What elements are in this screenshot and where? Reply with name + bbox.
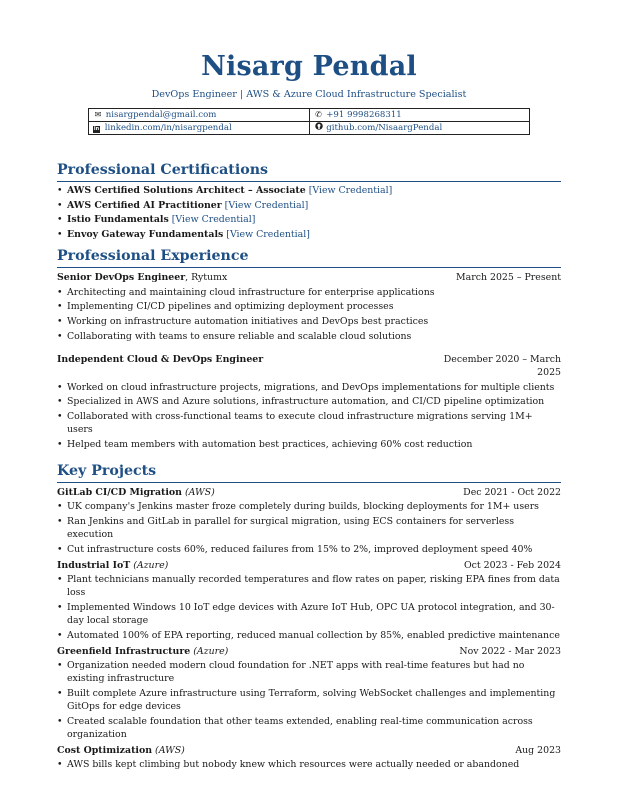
list-item <box>57 199 561 212</box>
project-cloud: (Azure) <box>193 645 229 657</box>
contact-linkedin-cell[interactable] <box>89 122 310 135</box>
cert-name: Istio Fundamentals <box>67 214 169 226</box>
list-item: • Collaborating with teams to ensure reliable and scalable cloud solutions <box>57 330 561 343</box>
project-header <box>57 645 561 658</box>
project-cloud: (Azure) <box>133 559 169 571</box>
list-item: • AWS bills kept climbing but nobody knew which resources were actually needed or abandoned <box>57 758 561 771</box>
project-cloud: (AWS) <box>155 744 185 756</box>
github-icon <box>314 122 324 133</box>
list-item <box>57 228 561 241</box>
list-item: • Worked on cloud infrastructure projects, migrations, and DevOps implementations for multiple clients <box>57 381 561 394</box>
project-bullets <box>57 573 561 641</box>
project-title: GitLab CI/CD Migration <box>57 486 182 498</box>
credential-link[interactable]: [View Credential] <box>224 199 309 211</box>
project-title: Industrial IoT <box>57 559 131 571</box>
project-header <box>57 486 561 499</box>
certifications-list <box>57 184 561 241</box>
contact-github-cell[interactable] <box>309 122 530 135</box>
cert-name: Envoy Gateway Fundamentals <box>67 229 224 241</box>
phone-icon: ✆ <box>315 110 322 119</box>
list-item: • Plant technicians manually recorded temperatures and flow rates on paper, risking EPA fines from data loss <box>57 573 561 599</box>
list-item: • Created scalable foundation that other teams extended, enabling real-time communication across organization <box>57 715 561 741</box>
list-item: • Built complete Azure infrastructure using Terraform, solving WebSocket challenges and implementing GitOps for edge devices <box>57 687 561 713</box>
candidate-subtitle: DevOps Engineer | AWS & Azure Cloud Infrastructure Specialist <box>151 89 467 100</box>
project-header <box>57 559 561 572</box>
role-header <box>57 353 561 379</box>
list-item: • Cut infrastructure costs 60%, reduced failures from 15% to 2%, improved deployment speed 40% <box>57 543 561 556</box>
project-date: Aug 2023 <box>515 744 561 756</box>
role-title: Independent Cloud & DevOps Engineer <box>57 353 264 365</box>
role-bullets <box>57 286 561 343</box>
contact-phone[interactable]: +91 9998268311 <box>326 110 402 120</box>
projects-heading: Key Projects <box>57 462 561 483</box>
cert-name: AWS Certified AI Practitioner <box>67 199 222 211</box>
envelope-icon: ✉ <box>94 110 102 119</box>
project-bullets <box>57 758 561 771</box>
project-date: Dec 2021 - Oct 2022 <box>463 486 561 498</box>
role-date: December 2020 – March 2025 <box>443 353 561 378</box>
linkedin-icon: in <box>93 125 100 132</box>
project-header <box>57 744 561 757</box>
list-item: • Implemented Windows 10 IoT edge devices with Azure IoT Hub, OPC UA protocol integration, and 30-day local storage <box>57 601 561 627</box>
list-item <box>57 213 561 226</box>
contact-phone-cell[interactable] <box>309 109 530 122</box>
list-item: • Working on infrastructure automation initiatives and DevOps best practices <box>57 315 561 328</box>
list-item <box>57 184 561 197</box>
list-item: • Automated 100% of EPA reporting, reduced manual collection by 85%, enabled predictive maintenance <box>57 629 561 642</box>
role-title: Senior DevOps Engineer <box>57 272 186 284</box>
list-item: • Helped team members with automation best practices, achieving 60% cost reduction <box>57 438 561 451</box>
credential-link[interactable]: [View Credential] <box>308 185 393 196</box>
experience-heading: Professional Experience <box>57 247 561 268</box>
contact-email[interactable]: nisargpendal@gmail.com <box>105 110 217 120</box>
role-company: , Rytumx <box>185 272 228 284</box>
cert-name: AWS Certified Solutions Architect – Associate <box>67 185 306 196</box>
list-item: • UK company's Jenkins master froze completely during builds, blocking deployments for 1M+ users <box>57 500 561 513</box>
role-date: March 2025 – Present <box>456 272 561 284</box>
credential-link[interactable]: [View Credential] <box>171 214 256 226</box>
list-item: • Ran Jenkins and GitLab in parallel for surgical migration, using ECS containers for serverless execution <box>57 515 561 541</box>
list-item: • Implementing CI/CD pipelines and optimizing deployment processes <box>57 300 561 313</box>
certifications-heading: Professional Certifications <box>57 161 561 182</box>
project-date: Oct 2023 - Feb 2024 <box>463 559 561 571</box>
project-date: Nov 2022 - Mar 2023 <box>459 645 561 657</box>
credential-link[interactable]: [View Credential] <box>226 229 310 241</box>
list-item: • Architecting and maintaining cloud infrastructure for enterprise applications <box>57 286 561 299</box>
role-header <box>57 271 561 284</box>
list-item: • Specialized in AWS and Azure solutions, infrastructure automation, and CI/CD pipeline optimization <box>57 395 561 408</box>
candidate-name: Nisarg Pendal <box>201 51 417 82</box>
project-bullets <box>57 500 561 555</box>
contact-table <box>88 108 530 135</box>
role-bullets <box>57 381 561 451</box>
contact-linkedin[interactable]: linkedin.com/in/nisargpendal <box>104 122 232 133</box>
project-bullets <box>57 659 561 740</box>
list-item: • Collaborated with cross-functional teams to execute cloud infrastructure migrations serving 1M+ users <box>57 410 561 436</box>
project-title: Cost Optimization <box>57 744 153 756</box>
list-item: • Organization needed modern cloud foundation for .NET apps with real-time features but had no existing infrastructure <box>57 659 561 685</box>
project-title: Greenfield Infrastructure <box>57 645 191 657</box>
project-cloud: (AWS) <box>184 486 215 498</box>
contact-email-cell[interactable] <box>89 109 310 122</box>
contact-github[interactable]: github.com/NisaargPendal <box>326 123 443 133</box>
